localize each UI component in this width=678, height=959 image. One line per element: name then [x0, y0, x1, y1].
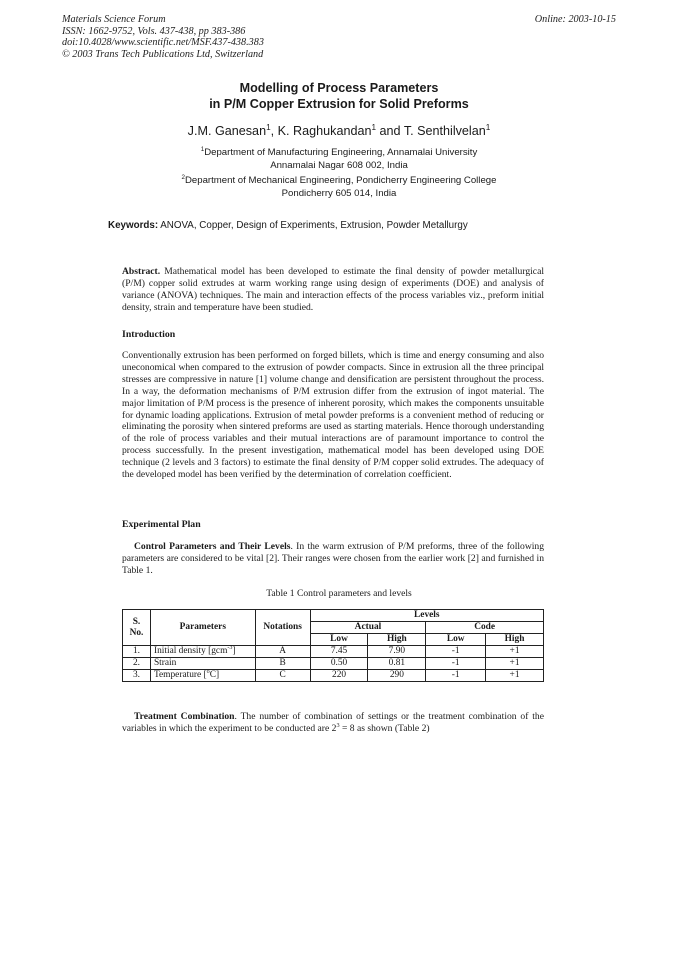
introduction-heading: Introduction	[122, 329, 176, 340]
cell-code-high: +1	[486, 670, 544, 682]
treatment-combination-paragraph	[122, 711, 544, 735]
cell-parameter: Strain	[150, 658, 255, 670]
cell-code-low: -1	[426, 646, 486, 658]
cell-notation: B	[255, 658, 310, 670]
abstract-paragraph	[122, 266, 544, 314]
journal-name: Materials Science Forum	[62, 14, 166, 25]
affiliation-2	[0, 175, 678, 200]
author-2-affil: 1	[371, 122, 377, 132]
treatment-text-1: . The number of combination of settings or the treatment combination of the variables in which the experiment to be conducted are 2	[122, 711, 544, 734]
experimental-plan-heading: Experimental Plan	[122, 519, 201, 530]
affiliation-1-mark: 1	[200, 145, 205, 153]
affiliation-1-line-1: Department of Manufacturing Engineering, Annamalai University	[204, 147, 478, 158]
cell-actual-low: 0.50	[310, 658, 368, 670]
table-1-caption: Table 1 Control parameters and levels	[266, 588, 412, 599]
abstract-text: Mathematical model has been developed to estimate the final density of powder metallurgical (P/M) copper solid extrudes at warm working range using design of experiments (DOE) and analysis of variance (ANOVA) techniques. The main and interaction effects of the process variables viz., preform initial density, strain and temperature have been studied.	[122, 266, 544, 313]
affiliation-1-line-2: Annamalai Nagar 608 002, India	[270, 159, 408, 171]
cell-code-high: +1	[486, 646, 544, 658]
author-1-affil: 1	[266, 122, 271, 132]
author-3: T. Senthilvelan	[403, 124, 486, 138]
control-parameters-paragraph	[122, 541, 544, 577]
cell-actual-high: 290	[368, 670, 426, 682]
cell-notation: C	[255, 670, 310, 682]
header-notations: Notations	[255, 610, 310, 646]
cell-actual-high: 0.81	[368, 658, 426, 670]
title-line-1: Modelling of Process Parameters	[239, 81, 439, 95]
cell-code-low: -1	[426, 670, 486, 682]
cell-parameter: Temperature [$^o$C]	[150, 670, 255, 682]
affiliation-2-line-1: Department of Mechanical Engineering, Pondicherry Engineering College	[185, 175, 497, 186]
affiliation-1	[0, 147, 678, 172]
author-list	[0, 124, 678, 138]
author-sep-2: and	[376, 124, 404, 138]
header-code: Code	[426, 622, 544, 634]
header-code-high: High	[486, 634, 544, 646]
journal-header	[62, 14, 264, 60]
online-date: Online: 2003-10-15	[534, 14, 616, 25]
cell-code-low: -1	[426, 658, 486, 670]
control-parameters-label: Control Parameters and Their Levels	[134, 541, 291, 552]
treatment-exponent: 3	[336, 721, 340, 729]
affiliation-2-line-2: Pondicherry 605 014, India	[281, 187, 397, 199]
doi-line: doi:10.4028/www.scientific.net/MSF.437-438.383	[62, 37, 264, 49]
author-2: K. Raghukandan	[277, 124, 372, 138]
copyright-line: © 2003 Trans Tech Publications Ltd, Switzerland	[62, 48, 264, 60]
author-sep-1: ,	[270, 124, 278, 138]
treatment-text-2: = 8 as shown (Table 2)	[339, 722, 430, 734]
paper-title	[0, 80, 678, 112]
table-row	[123, 658, 544, 670]
keywords-label: Keywords:	[108, 220, 159, 231]
cell-parameter: Initial density [gcm$^{-3}$]	[150, 646, 255, 658]
table-row	[123, 646, 544, 658]
header-actual-high: High	[368, 634, 426, 646]
header-parameters: Parameters	[150, 610, 255, 646]
author-3-affil: 1	[485, 122, 491, 132]
cell-code-high: +1	[486, 658, 544, 670]
header-actual: Actual	[310, 622, 426, 634]
issn-line: ISSN: 1662-9752, Vols. 437-438, pp 383-386	[62, 25, 246, 37]
cell-actual-high: 7.90	[368, 646, 426, 658]
cell-sno: 3.	[123, 670, 151, 682]
cell-actual-low: 220	[310, 670, 368, 682]
header-actual-low: Low	[310, 634, 368, 646]
cell-notation: A	[255, 646, 310, 658]
header-sno: S. No.	[123, 610, 151, 646]
title-line-2: in P/M Copper Extrusion for Solid Preforms	[209, 97, 469, 111]
control-parameters-text: . In the warm extrusion of P/M preforms, three of the following parameters are considered to be vital [2]. Their ranges were chosen from the earlier work [2] and furnished in Table 1.	[122, 541, 545, 576]
treatment-combination-label: Treatment Combination	[134, 711, 235, 722]
cell-actual-low: 7.45	[310, 646, 368, 658]
header-levels: Levels	[310, 610, 543, 622]
table-row	[123, 670, 544, 682]
affiliation-2-mark: 2	[181, 173, 185, 181]
keywords-text: ANOVA, Copper, Design of Experiments, Extrusion, Powder Metallurgy	[158, 220, 468, 231]
header-code-low: Low	[426, 634, 486, 646]
cell-sno: 2.	[123, 658, 151, 670]
keywords	[108, 220, 468, 231]
author-1: J.M. Ganesan	[187, 124, 267, 138]
introduction-paragraph: Conventionally extrusion has been performed on forged billets, which is time and energy consuming and also uneconomical when compared to the extrusion of powder compacts. Since in extrusion all the three principal stresses are compressive in nature [1] volume change and densification are persistent throughout the process. In a way, the deformation mechanisms of P/M extrusion differ from the extrusion of ingot material. The major limitation of P/M process is the presence of inherent porosity, which makes the components unsuitable for dynamic loading applications. Extrusion of metal powder preforms is a convenient method of reducing or eliminating the porosity when sintered preforms are used as starting materials. Hence thorough understanding of the role of process variables and their mutual interactions are of paramount importance to control the process successfully. In the present investigation, mathematical model has been developed using DOE technique (2 levels and 3 factors) to estimate the final density of P/M copper solid extrudes. The adequacy of the developed model has been verified by the determination of correlation coefficient.	[122, 350, 544, 481]
cell-sno: 1.	[123, 646, 151, 658]
abstract-label: Abstract.	[122, 266, 161, 277]
control-parameters-table	[122, 609, 544, 682]
